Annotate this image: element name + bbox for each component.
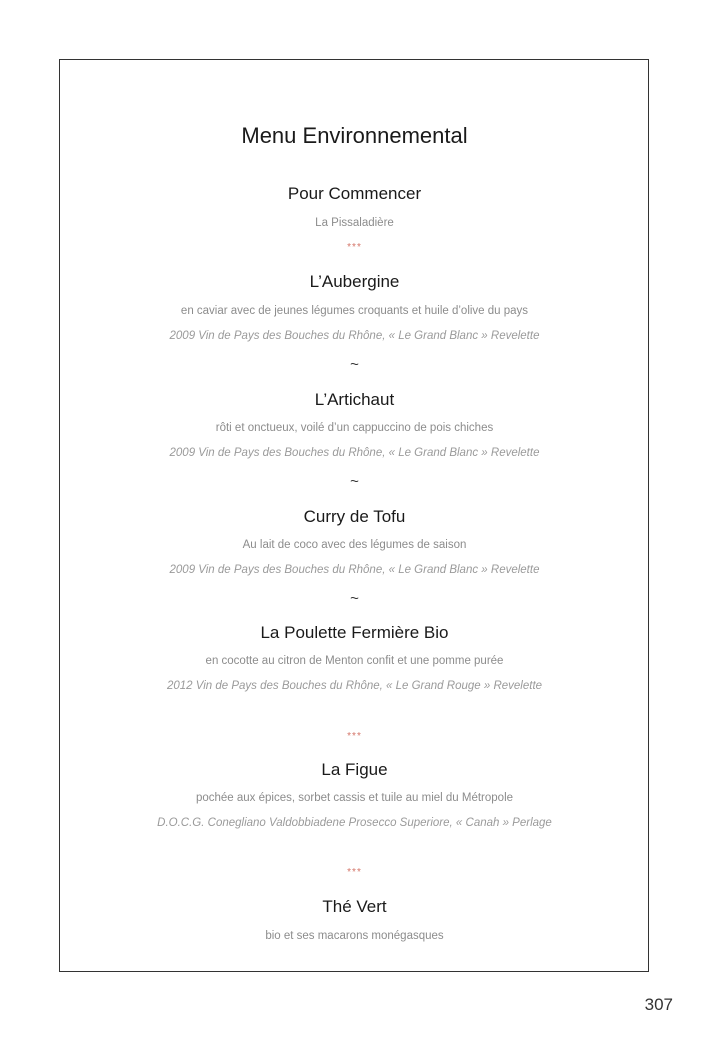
course-wine: 2009 Vin de Pays des Bouches du Rhône, « Le Grand Blanc » Revelette (169, 447, 540, 459)
course-description: rôti et onctueux, voilé d’un cappuccino de pois chiches (215, 422, 494, 434)
separator-tilde: ~ (350, 356, 359, 373)
course-name: Curry de Tofu (303, 507, 406, 526)
course-description: en caviar avec de jeunes légumes croquants et huile d’olive du pays (180, 305, 529, 317)
course-name: Thé Vert (322, 897, 387, 916)
course-name: L’Artichaut (314, 390, 395, 409)
course-name: La Poulette Fermière Bio (260, 623, 449, 642)
page-number: 307 (644, 995, 673, 1014)
starter-description: La Pissaladière (315, 217, 394, 229)
course-name: La Figue (321, 760, 388, 779)
course-wine: 2009 Vin de Pays des Bouches du Rhône, « Le Grand Blanc » Revelette (169, 564, 540, 576)
menu-title: Menu Environnemental (241, 123, 468, 148)
course-wine: D.O.C.G. Conegliano Valdobbiadene Prosecco Superiore, « Canah » Perlage (157, 817, 552, 829)
course-description: bio et ses macarons monégasques (265, 930, 444, 942)
course-name: L’Aubergine (309, 272, 400, 291)
course-wine: 2012 Vin de Pays des Bouches du Rhône, « Le Grand Rouge » Revelette (166, 680, 543, 692)
separator-stars: *** (347, 867, 362, 878)
course-description: en cocotte au citron de Menton confit et une pomme purée (205, 655, 504, 667)
course-description: Au lait de coco avec des légumes de saison (242, 539, 467, 551)
starter-heading: Pour Commencer (287, 184, 422, 203)
course-wine: 2009 Vin de Pays des Bouches du Rhône, « Le Grand Blanc » Revelette (169, 330, 540, 342)
separator-stars: *** (347, 242, 362, 253)
course-description: pochée aux épices, sorbet cassis et tuile au miel du Métropole (195, 792, 514, 804)
separator-stars: *** (347, 731, 362, 742)
separator-tilde: ~ (350, 590, 359, 607)
separator-tilde: ~ (350, 473, 359, 490)
